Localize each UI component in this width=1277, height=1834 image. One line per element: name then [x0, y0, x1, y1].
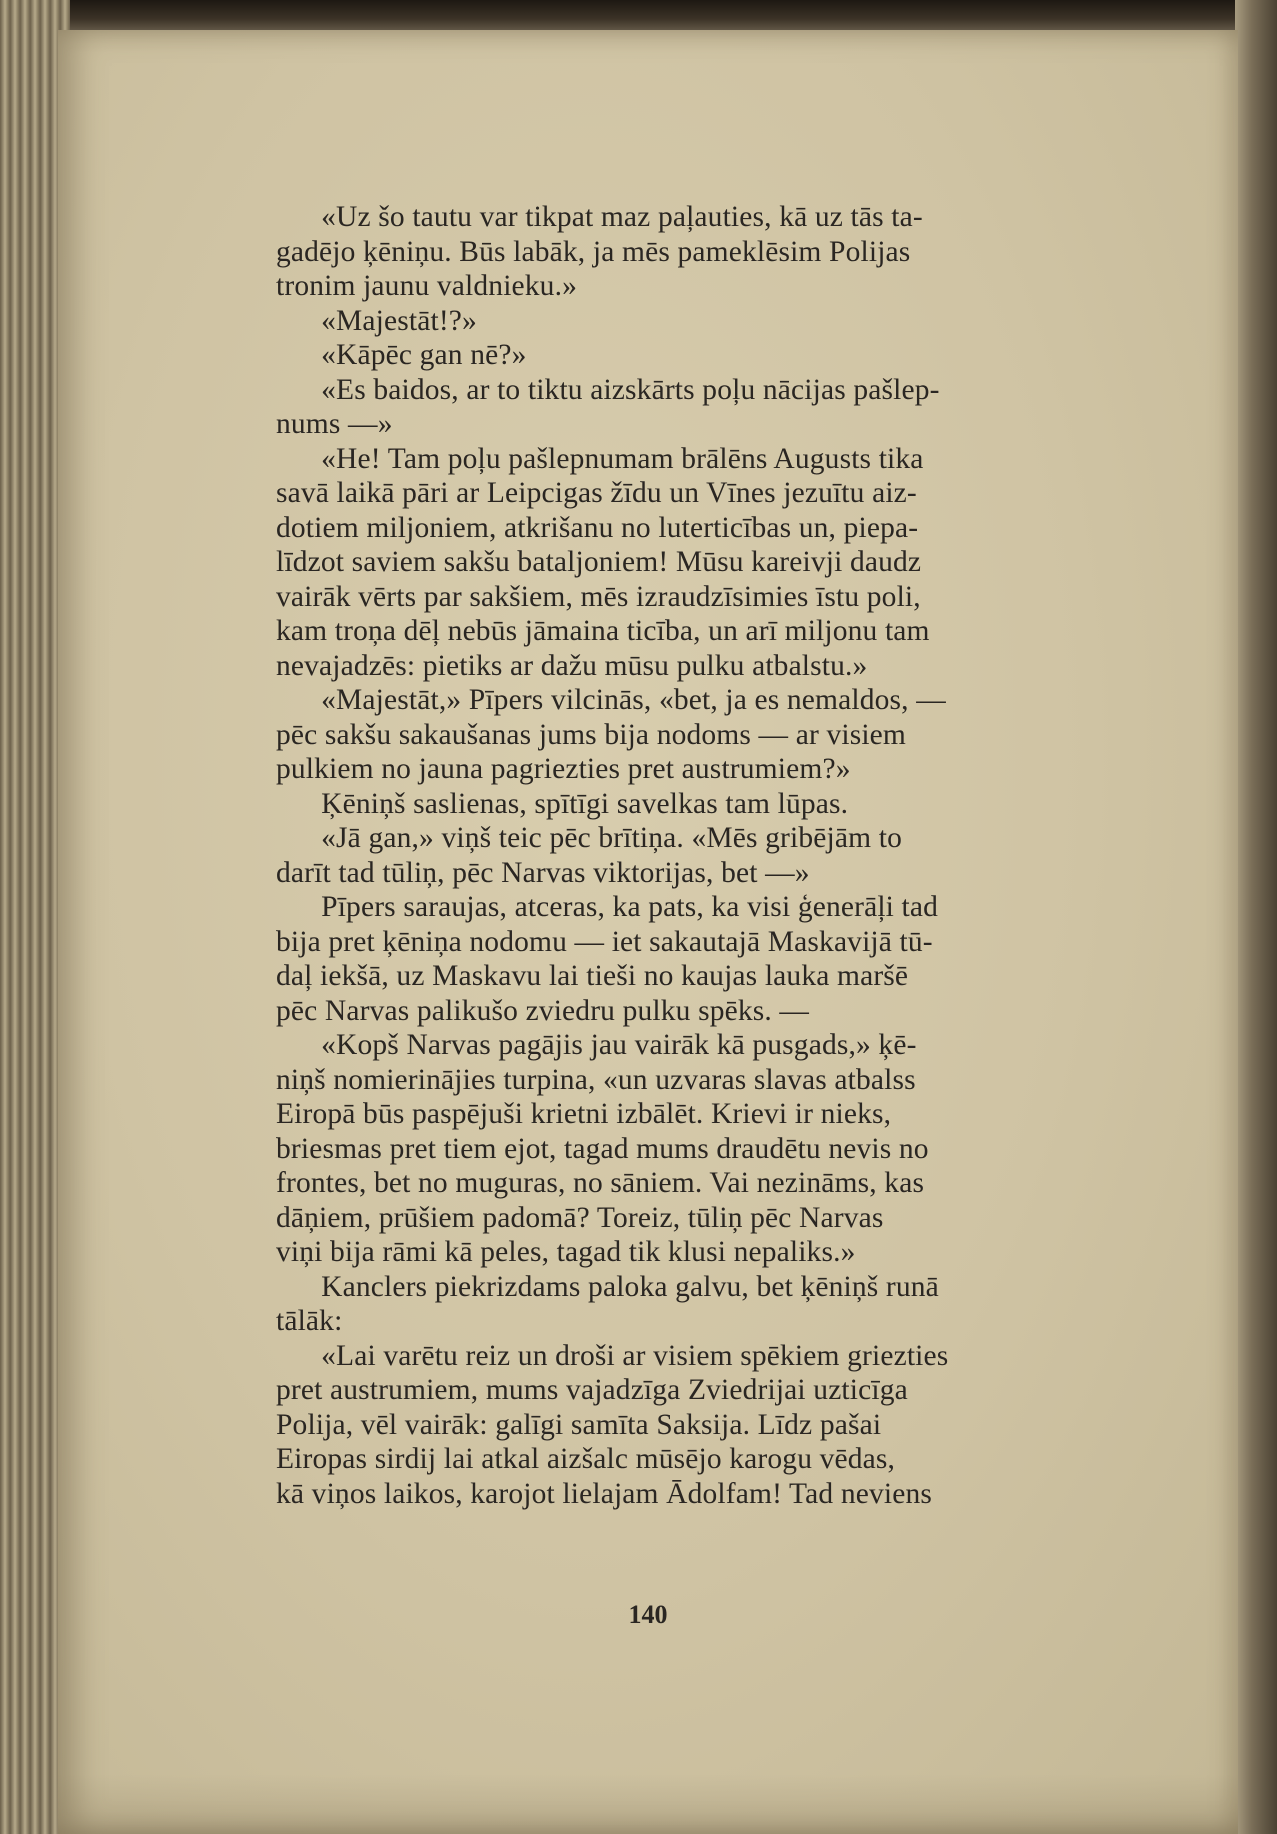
text-line: Polija, vēl vairāk: galīgi samīta Saksija. Līdz pašai — [276, 1408, 882, 1441]
text-line: Eiropas sirdij lai atkal aizšalc mūsējo karogu vēdas, — [276, 1443, 896, 1475]
text-line: līdzot saviem sakšu bataljoniem! Mūsu kareivji daudz — [276, 546, 922, 578]
text-line: pēc Narvas palikušo zviedru pulku spēks. — — [276, 994, 810, 1027]
text-line: nums —» — [276, 408, 393, 440]
text-line: niņš nomierinājies turpina, «un uzvaras slavas atbalss — [276, 1063, 916, 1096]
text-line: viņi bija rāmi kā peles, tagad tik klusi nepaliks.» — [276, 1236, 856, 1268]
text-line: frontes, bet no muguras, no sāniem. Vai nezināms, kas — [276, 1167, 925, 1199]
text-line: Kanclers piekrizdams paloka galvu, bet ķēniņš runā — [276, 1270, 939, 1303]
text-line: vairāk vērts par sakšiem, mēs izraudzīsimies īstu poli, — [276, 580, 921, 613]
book-right-edge — [1235, 0, 1277, 1834]
text-line: «Kāpēc gan nē?» — [276, 339, 527, 371]
text-line: gadējo ķēniņu. Būs labāk, ja mēs pameklēsim Polijas — [276, 235, 911, 268]
text-line: briesmas pret tiem ejot, tagad mums draudētu nevis no — [276, 1132, 929, 1165]
book-page — [58, 30, 1238, 1834]
text-line: «Kopš Narvas pagājis jau vairāk kā pusgads,» ķē- — [276, 1029, 917, 1061]
text-line: bija pret ķēniņa nodomu — iet sakautajā Maskavijā tū- — [276, 925, 933, 958]
text-line: tronim jaunu valdnieku.» — [276, 270, 578, 302]
book-top-edge — [0, 0, 1277, 34]
text-line: «Lai varētu reiz un droši ar visiem spēkiem griezties — [276, 1339, 949, 1372]
text-line: pulkiem no jauna pagriezties pret austrumiem?» — [276, 753, 851, 785]
page-number: 140 — [628, 1600, 668, 1629]
page-body-text — [276, 200, 1176, 1511]
text-line: «Jā gan,» viņš teic pēc brītiņa. «Mēs gribējām to — [276, 822, 902, 854]
text-line: savā laikā pāri ar Leipcigas žīdu un Vīnes jezuītu aiz- — [276, 477, 917, 509]
text-line: Eiropā būs paspējuši krietni izbālēt. Krievi ir nieks, — [276, 1098, 892, 1130]
text-line: «Es baidos, ar to tiktu aizskārts poļu nācijas pašlep- — [276, 373, 940, 406]
text-line: pēc sakšu sakaušanas jums bija nodoms — ar visiem — [276, 718, 907, 751]
text-line: «Uz šo tautu var tikpat maz paļauties, kā uz tās ta- — [276, 201, 923, 233]
text-line: «Majestāt!?» — [276, 304, 477, 337]
text-line: Ķēniņš saslienas, spītīgi savelkas tam lūpas. — [276, 787, 849, 820]
text-line: «He! Tam poļu pašlepnumam brālēns Augusts tika — [276, 442, 924, 475]
text-line: dotiem miljoniem, atkrišanu no luterticības un, piepa- — [276, 511, 919, 544]
text-line: Pīpers saraujas, atceras, ka pats, ka visi ģenerāļi tad — [276, 891, 939, 923]
text-line: kā viņos laikos, karojot lielajam Ādolfam! Tad neviens — [276, 1477, 932, 1510]
text-line: daļ iekšā, uz Maskavu lai tieši no kaujas lauka maršē — [276, 960, 909, 992]
text-line: pret austrumiem, mums vajadzīga Zviedrijai uzticīga — [276, 1374, 908, 1406]
text-line: tālāk: — [276, 1305, 343, 1337]
text-line: dāņiem, prūšiem padomā? Toreiz, tūliņ pēc Narvas — [276, 1201, 884, 1234]
text-line: kam troņa dēļ nebūs jāmaina ticība, un arī miljonu tam — [276, 615, 930, 647]
text-line: nevajadzēs: pietiks ar dažu mūsu pulku atbalstu.» — [276, 649, 868, 682]
text-line: «Majestāt,» Pīpers vilcinās, «bet, ja es nemaldos, — — [276, 684, 946, 716]
text-line: darīt tad tūliņ, pēc Narvas viktorijas, bet —» — [276, 856, 810, 889]
page-bottom-shade — [58, 1774, 1238, 1834]
